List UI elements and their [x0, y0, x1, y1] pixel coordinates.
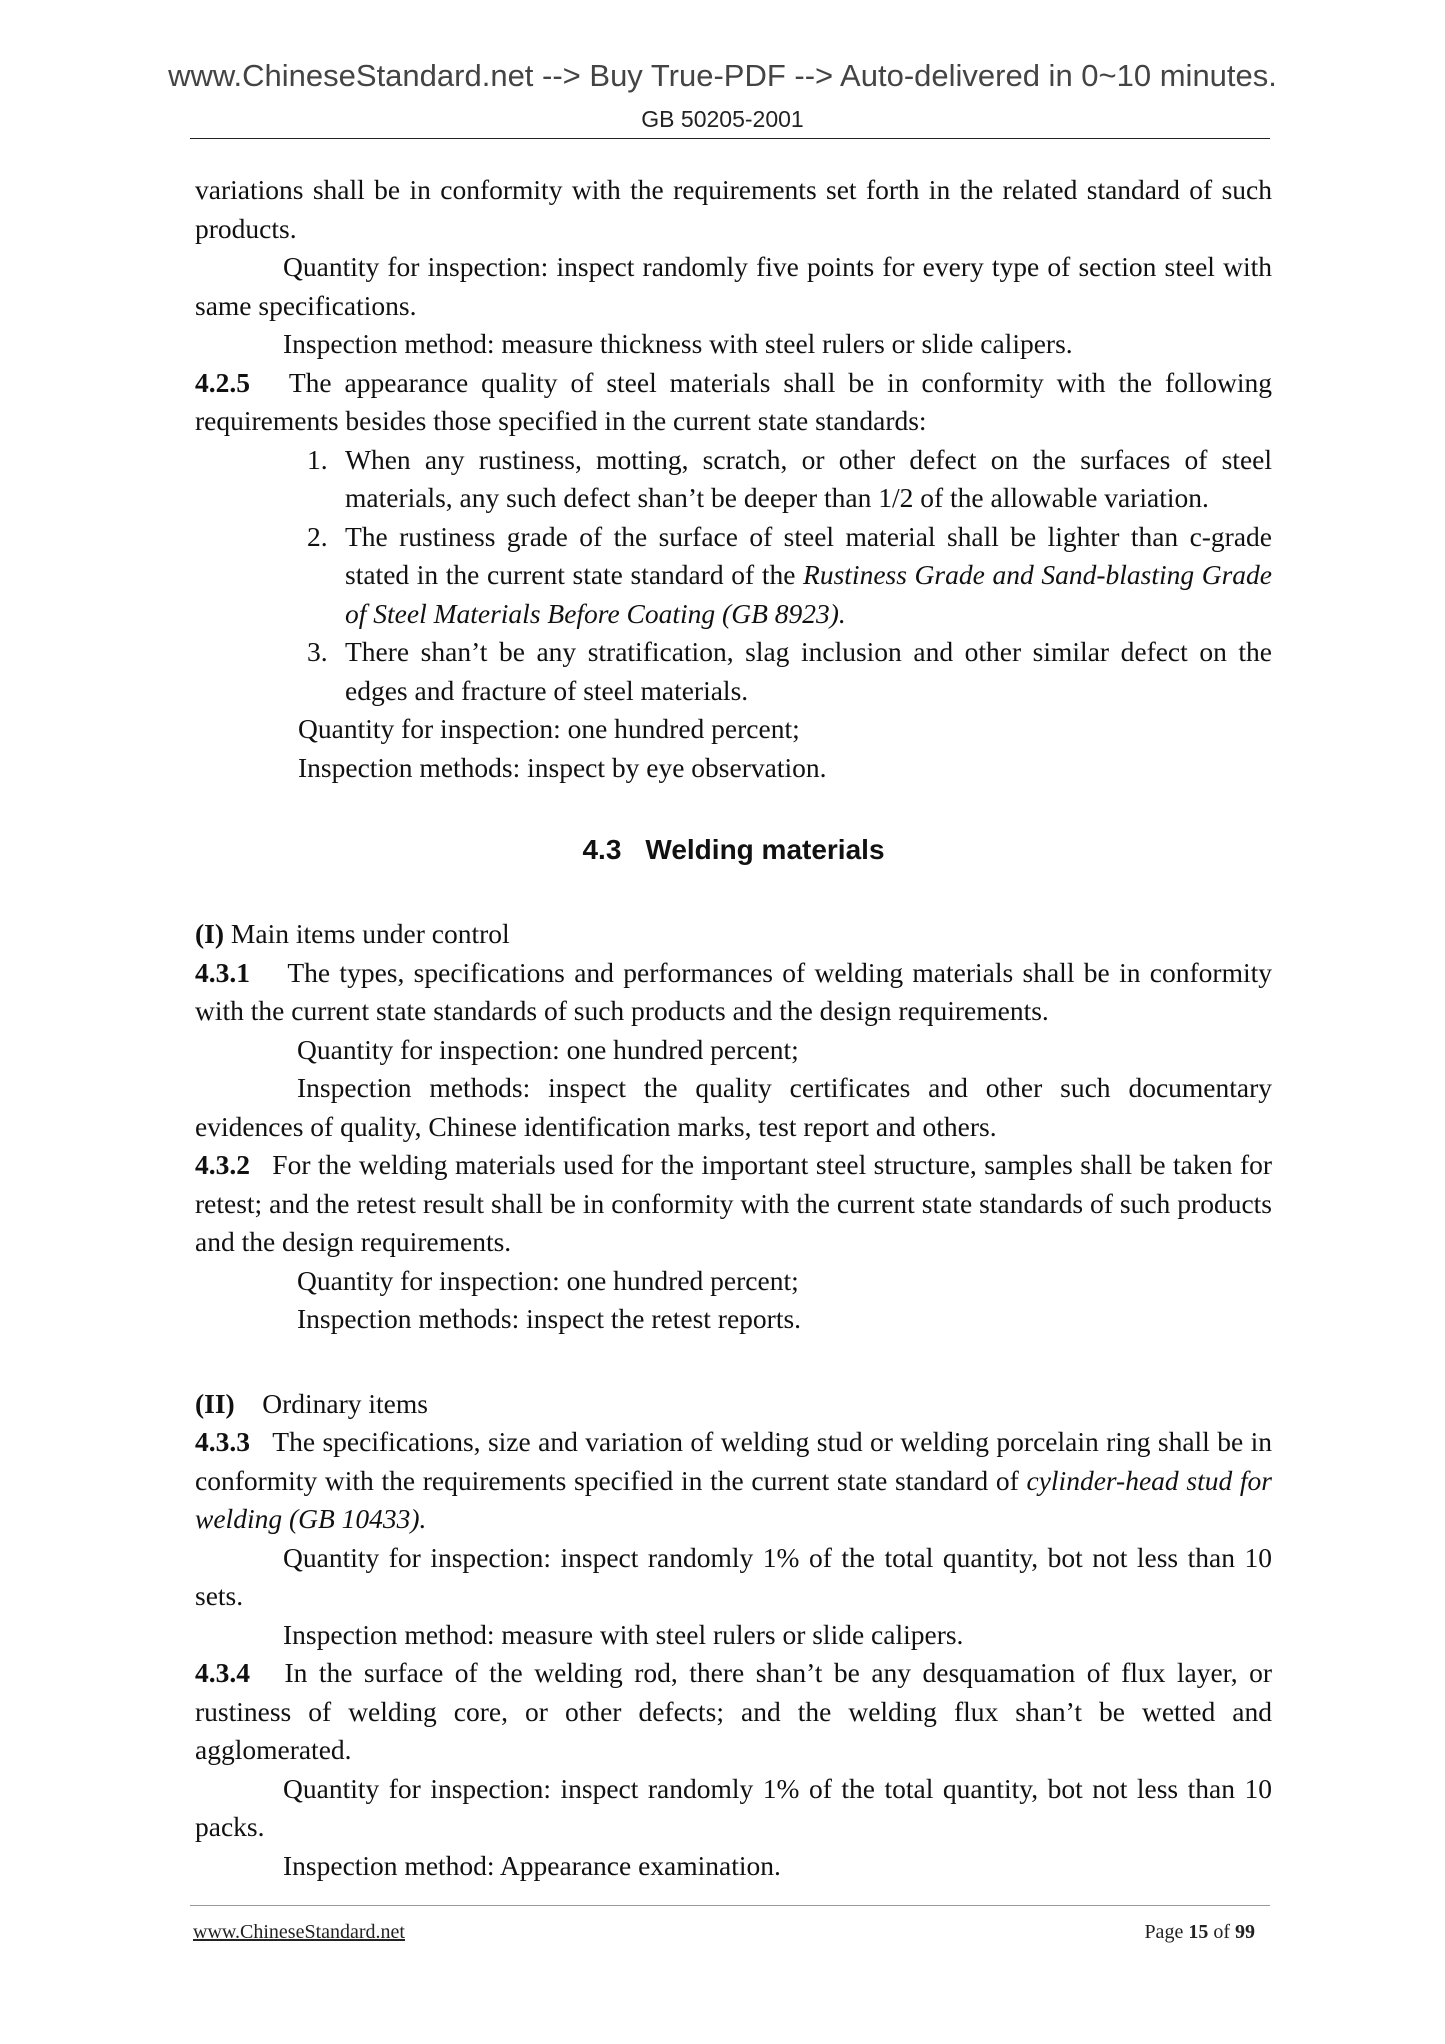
clause-number: 4.3.1	[195, 956, 250, 988]
clause-number: 4.3.3	[195, 1426, 250, 1457]
page-word: Page	[1144, 1921, 1184, 1943]
list-text: When any rustiness, motting, scratch, or other defect on the surfaces of steel materials, any such defect shan’t be deeper than 1/2 of the allowable variation.	[345, 443, 1272, 513]
clause-text: The specifications, size and variation of welding stud or welding porcelain ring shall be in conformity with the requirements specified in the current state standard of	[195, 1426, 1273, 1496]
clause-text: The types, specifications and performances of welding materials shall be in conformity with the current state standards of such products and the design requirements.	[195, 956, 1272, 1026]
inspection-method: Inspection method: measure with steel rulers or slide calipers.	[283, 1618, 964, 1650]
page-total: 99	[1235, 1921, 1255, 1943]
list-number: 2.	[307, 520, 328, 552]
footer-divider	[190, 1905, 1270, 1906]
header-divider	[190, 138, 1270, 139]
inspection-method: Inspection method: measure thickness with steel rulers or slide calipers.	[283, 328, 1073, 359]
section-title: Welding materials	[645, 834, 885, 865]
inspection-method: Inspection method: Appearance examination.	[283, 1849, 781, 1881]
clause-number: 4.2.5	[195, 366, 250, 398]
list-text: There shan’t be any stratification, slag inclusion and other similar defect on the edges and fracture of steel materials.	[345, 636, 1272, 706]
list-item	[195, 441, 1272, 518]
footer-site-link[interactable]: www.ChineseStandard.net	[193, 1921, 405, 1943]
inspection-quantity: Quantity for inspection: inspect randomly 1% of the total quantity, bot not less than 10 packs.	[195, 1772, 1272, 1842]
page-counter	[1144, 1921, 1255, 1944]
clause-number: 4.3.2	[195, 1149, 250, 1180]
header-banner[interactable]: www.ChineseStandard.net --> Buy True-PDF --> Auto-delivered in 0~10 minutes.	[168, 58, 1277, 93]
subheading-title: Main items under control	[230, 918, 510, 949]
clause-text: In the surface of the welding rod, there shan’t be any desquamation of flux layer, or rustiness of welding core, or other defects; and the welding flux shan’t be wetted and agglomerated.	[195, 1657, 1272, 1765]
inspection-quantity: Quantity for inspection: inspect randomly five points for every type of section steel with same specifications.	[195, 251, 1272, 321]
inspection-quantity: Quantity for inspection: inspect randomly 1% of the total quantity, bot not less than 10 sets.	[195, 1541, 1272, 1611]
subheading-title: Ordinary items	[262, 1387, 428, 1419]
inspection-method: Inspection methods: inspect the retest reports.	[297, 1303, 802, 1334]
inspection-method: Inspection methods: inspect the quality certificates and other such documentary evidences of quality, Chinese identification marks, test report and others.	[195, 1072, 1272, 1142]
clause-4-3-4	[195, 1654, 1272, 1770]
document-body	[195, 171, 1272, 1885]
subheading-main-items	[195, 915, 1272, 954]
section-heading	[195, 831, 1272, 869]
clause-text: The appearance quality of steel materials shall be in conformity with the following requirements besides those specified in the current state standards:	[195, 366, 1272, 436]
clause-text: For the welding materials used for the important steel structure, samples shall be taken for retest; and the retest result shall be in conformity with the current state standards of such products and the design requirements.	[195, 1149, 1273, 1257]
inspection-method: Inspection methods: inspect by eye observation.	[298, 751, 827, 783]
list-item	[195, 633, 1272, 710]
requirement-list	[195, 441, 1272, 711]
section-number: 4.3	[582, 834, 622, 865]
paragraph-continued: variations shall be in conformity with the requirements set forth in the related standard of such products.	[195, 174, 1272, 244]
inspection-quantity: Quantity for inspection: one hundred percent;	[297, 1264, 799, 1296]
list-number: 1.	[307, 443, 328, 475]
subheading-roman: (I)	[195, 918, 225, 949]
subheading-ordinary-items	[195, 1385, 1272, 1424]
subheading-roman: (II)	[195, 1387, 235, 1419]
list-item	[195, 518, 1272, 634]
standard-reference: Rustiness Grade and Sand-blasting Grade of Steel Materials Before Coating (GB 8923).	[345, 559, 1272, 629]
list-text: The rustiness grade of the surface of steel material shall be lighter than c-grade stated in the current state standard of the	[345, 520, 1272, 590]
clause-4-2-5	[195, 364, 1272, 441]
clause-number: 4.3.4	[195, 1657, 250, 1688]
inspection-quantity: Quantity for inspection: one hundred percent;	[297, 1033, 799, 1065]
of-word: of	[1213, 1921, 1230, 1943]
page-number: 15	[1188, 1921, 1209, 1943]
list-number: 3.	[307, 636, 328, 667]
standard-reference: cylinder-head stud for welding (GB 10433).	[195, 1464, 1272, 1534]
clause-4-3-1	[195, 954, 1272, 1031]
clause-4-3-2	[195, 1146, 1272, 1262]
inspection-quantity: Quantity for inspection: one hundred percent;	[298, 713, 800, 744]
clause-4-3-3	[195, 1423, 1272, 1539]
standard-code: GB 50205-2001	[641, 106, 804, 132]
